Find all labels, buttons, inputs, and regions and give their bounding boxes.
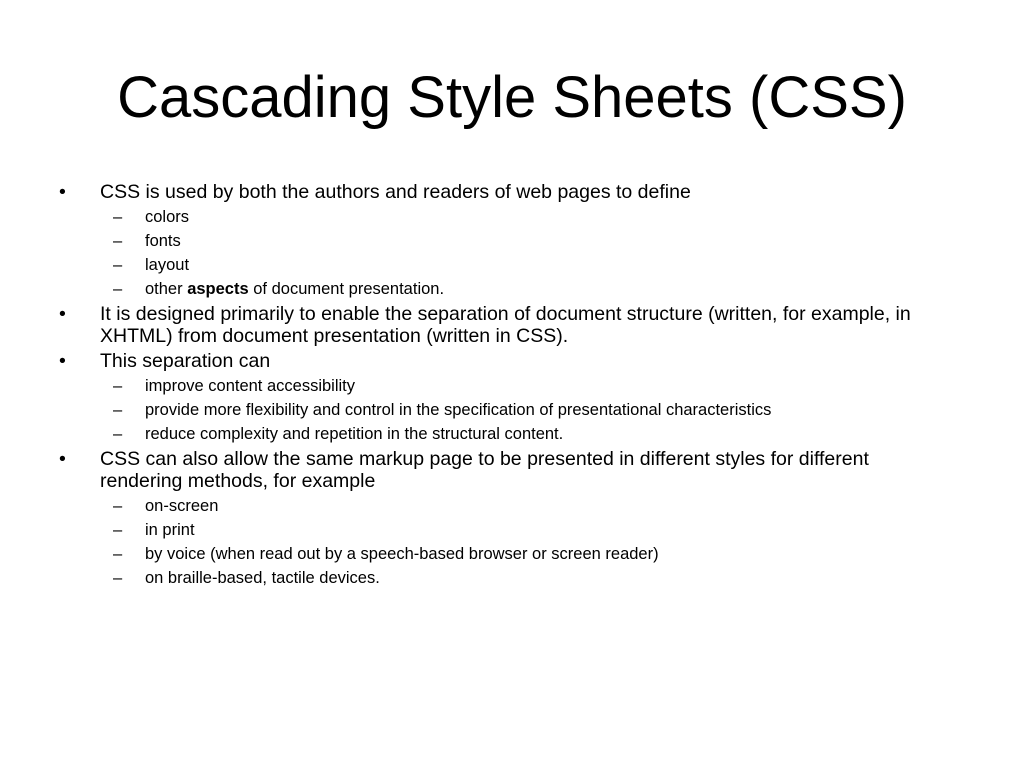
bullet-item [0,303,1024,347]
sub-marker: – [113,569,123,587]
sub-item [0,255,1024,275]
sub-list [0,496,1024,588]
bullet-text: This separation can [100,350,271,372]
sub-item [0,400,1024,420]
sub-marker: – [113,425,123,443]
sub-marker: – [113,232,123,250]
sub-marker: – [113,545,123,563]
sub-item [0,207,1024,227]
bullet-item [0,181,1024,203]
bullet-text: CSS can also allow the same markup page to be presented in different styles for different rendering methods, for example [100,448,869,492]
sub-list [0,207,1024,299]
bullet-text: CSS is used by both the authors and readers of web pages to define [100,181,691,203]
bullet-list [0,181,1024,592]
sub-text: layout [145,256,190,274]
sub-text-after: of document presentation. [248,280,445,298]
bullet-marker: • [59,448,66,470]
sub-text: on-screen [145,497,219,515]
sub-text: reduce complexity and repetition in the structural content. [145,425,564,443]
sub-item [0,424,1024,444]
sub-item [0,544,1024,564]
bullet-marker: • [59,181,66,203]
sub-text: in print [145,521,195,539]
sub-item [0,520,1024,540]
bullet-text: It is designed primarily to enable the separation of document structure (written, for example, in XHTML) from document presentation (written in CSS). [100,303,911,347]
sub-item [0,279,1024,299]
sub-marker: – [113,497,123,515]
bullet-item [0,448,1024,492]
slide-title: Cascading Style Sheets (CSS) [117,65,907,130]
sub-list [0,376,1024,444]
sub-marker: – [113,377,123,395]
sub-marker: – [113,208,123,226]
sub-text: on braille-based, tactile devices. [145,569,380,587]
sub-text: provide more flexibility and control in the specification of presentational characteristics [145,401,772,419]
sub-marker: – [113,256,123,274]
sub-item [0,231,1024,251]
sub-marker: – [113,280,123,298]
bullet-marker: • [59,350,66,372]
sub-text: by voice (when read out by a speech-based browser or screen reader) [145,545,659,563]
sub-item [0,376,1024,396]
sub-text: improve content accessibility [145,377,356,395]
sub-item [0,496,1024,516]
sub-text: fonts [145,232,181,250]
bullet-item [0,350,1024,372]
sub-item [0,568,1024,588]
sub-marker: – [113,401,123,419]
bullet-marker: • [59,303,66,325]
sub-text-before: other [145,280,188,298]
sub-text-bold: aspects [187,280,249,298]
sub-marker: – [113,521,123,539]
sub-text: colors [145,208,190,226]
